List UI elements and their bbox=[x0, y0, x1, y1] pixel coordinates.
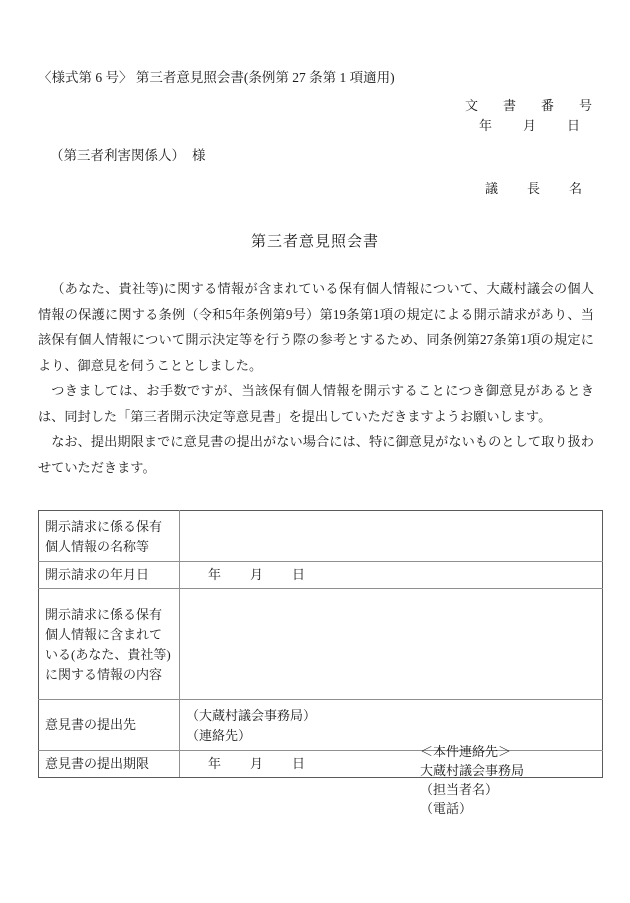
contact-heading: ＜本件連絡先＞ bbox=[420, 744, 512, 759]
label-line: 個人情報の名称等 bbox=[45, 538, 150, 554]
issuer-title: 議 長 名 bbox=[484, 181, 590, 196]
table-row bbox=[39, 511, 603, 562]
document-date-label: 年 月 日 bbox=[478, 118, 589, 134]
row-label-submission-destination bbox=[39, 700, 180, 751]
table-row bbox=[39, 562, 603, 589]
body-paragraph-2: つきましては、お手数ですが、当該保有個人情報を開示することにつき御意見があるときは、同封した「第三者開示決定等意見書」を提出していただきますようお願いします。 bbox=[38, 383, 594, 424]
addressee-name: （第三者利害関係人） bbox=[50, 148, 185, 163]
body-paragraph-1: （あなた、貴社等)に関する情報が含まれている保有個人情報について、大蔵村議会の個人情報の保護に関する条例（令和5年条例第9号）第19条第1項の規定による開示請求があり、当該保有個人情報について開示決定等を行う際の参考とするため、同条例第27条第1項の規定により、御意見を伺うこととしました。 bbox=[38, 281, 594, 373]
label-line: 開示請求に係る保有 bbox=[45, 606, 163, 622]
row-value-disclosure-name[interactable] bbox=[180, 511, 603, 562]
label-line: 開示請求の年月日 bbox=[45, 567, 150, 582]
label-line: 個人情報に含まれて bbox=[45, 626, 163, 642]
document-meta-block bbox=[464, 96, 598, 136]
body-paragraph-3: なお、提出期限までに意見書の提出がない場合には、特に御意見がないものとして取り扱わせていただきます。 bbox=[38, 434, 594, 475]
form-number-header: 〈様式第 6 号〉 第三者意見照会書(条例第 27 条第 1 項適用) bbox=[38, 70, 395, 85]
contact-person: （担当者名） bbox=[420, 782, 499, 797]
contact-phone: （電話） bbox=[420, 801, 473, 816]
request-detail-table bbox=[38, 510, 603, 778]
addressee-honorific: 様 bbox=[192, 148, 206, 163]
row-label-information-content bbox=[39, 589, 180, 700]
label-line: 意見書の提出先 bbox=[45, 717, 137, 732]
row-label-request-date bbox=[39, 562, 180, 589]
label-line: 意見書の提出期限 bbox=[45, 756, 150, 771]
label-line: いる(あなた、貴社等) bbox=[45, 646, 171, 662]
contact-office: 大蔵村議会事務局 bbox=[420, 763, 525, 778]
row-label-disclosure-name bbox=[39, 511, 180, 562]
row-value-submission-deadline[interactable] bbox=[180, 751, 603, 778]
value-line: （連絡先） bbox=[186, 727, 252, 743]
row-label-submission-deadline bbox=[39, 751, 180, 778]
addressee-line bbox=[50, 144, 206, 164]
document-title: 第三者意見照会書 bbox=[250, 234, 379, 250]
value-line: （大蔵村議会事務局） bbox=[186, 707, 317, 723]
date-blank-field: 年 月 日 bbox=[208, 756, 314, 771]
row-value-request-date[interactable] bbox=[180, 562, 603, 589]
table-row bbox=[39, 589, 603, 700]
document-number-label: 文 書 番 号 bbox=[464, 98, 598, 113]
row-value-information-content[interactable] bbox=[180, 589, 603, 700]
row-value-submission-destination[interactable] bbox=[180, 700, 603, 751]
date-blank-field: 年 月 日 bbox=[208, 567, 314, 582]
body-text-block bbox=[38, 276, 594, 480]
label-line: に関する情報の内容 bbox=[45, 666, 163, 682]
label-line: 開示請求に係る保有 bbox=[45, 518, 163, 534]
contact-block bbox=[420, 742, 524, 818]
